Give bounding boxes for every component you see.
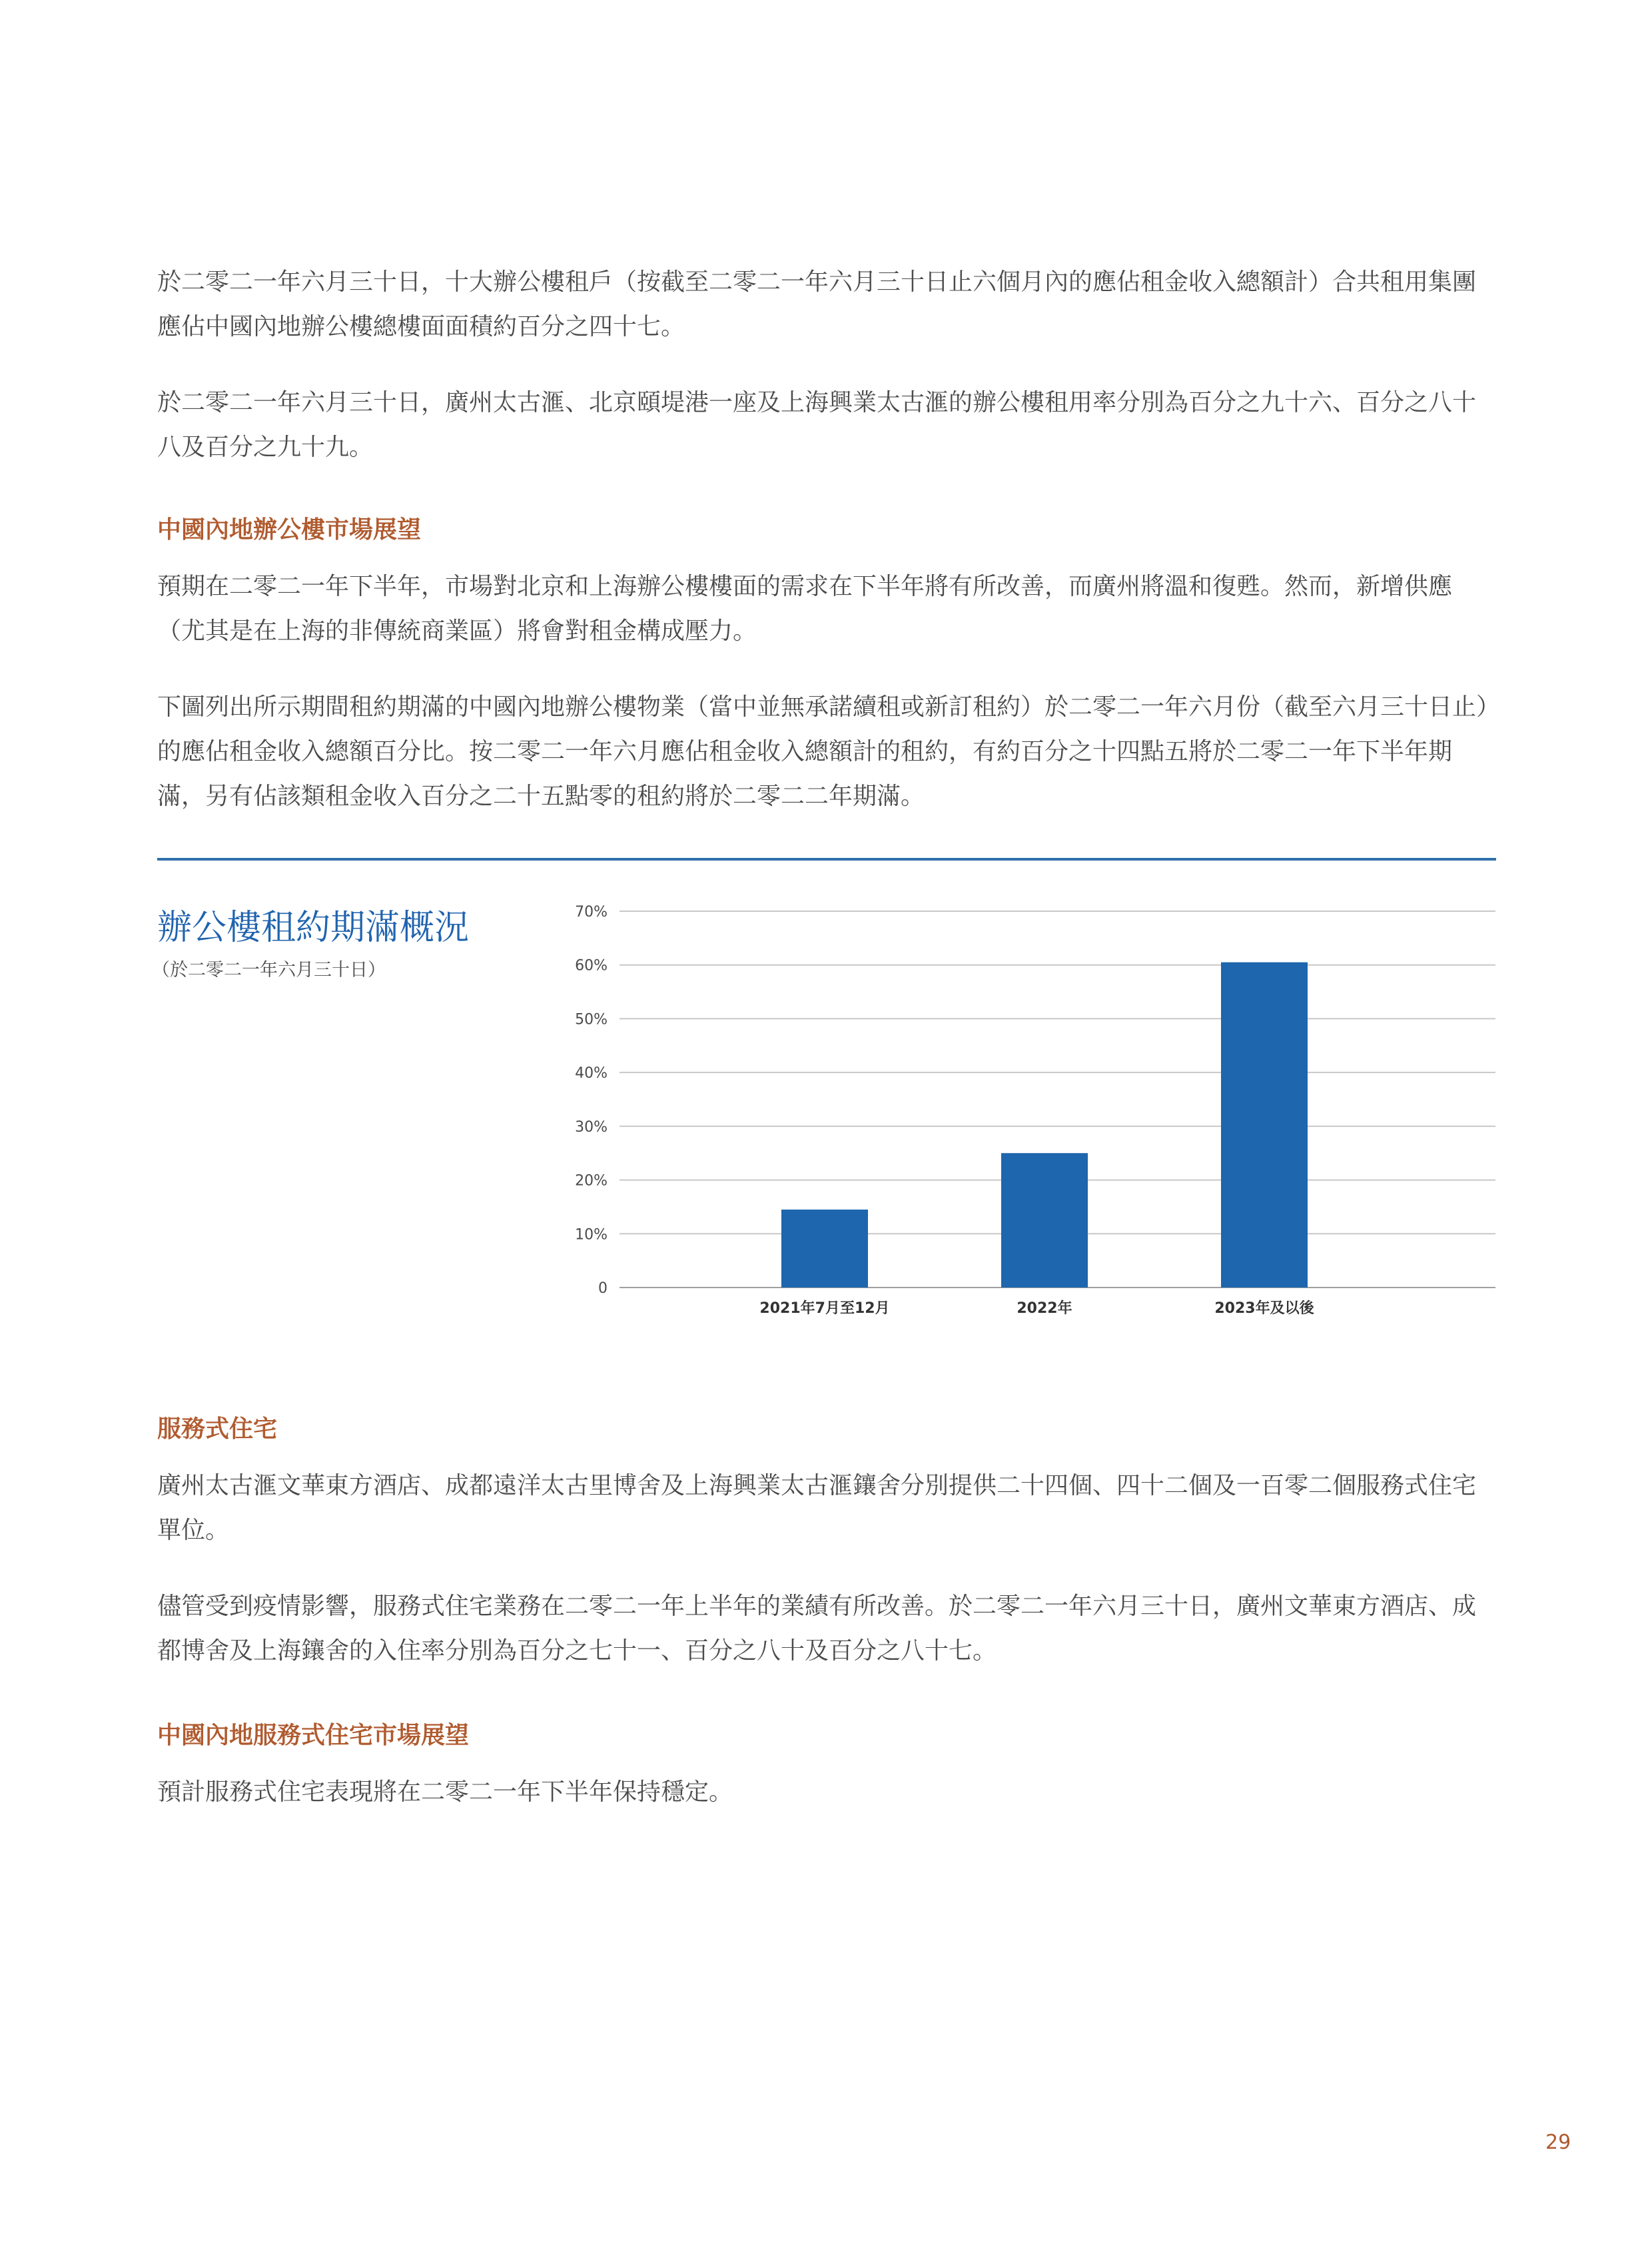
y-tick-label: 0	[598, 1280, 608, 1297]
x-category-label: 2022年	[1017, 1300, 1072, 1317]
page-number: 29	[1545, 2131, 1571, 2154]
y-tick-label: 30%	[575, 1118, 608, 1136]
paragraph-office-outlook: 預期在二零二一年下半年，市場對北京和上海辦公樓樓面的需求在下半年將有所改善，而廣州將溫和復甦。然而，新增供應（尤其是在上海的非傳統商業區）將會對租金構成壓力。	[157, 573, 1453, 645]
chart-title: 辦公樓租約期滿概況	[157, 908, 470, 948]
heading-office-outlook: 中國內地辦公樓市場展望	[157, 516, 422, 544]
y-tick-label: 20%	[575, 1172, 608, 1190]
y-tick-label: 10%	[575, 1226, 608, 1244]
x-category-label: 2021年7月至12月	[759, 1300, 890, 1317]
y-tick-label: 70%	[575, 904, 608, 921]
paragraph-occupancy: 於二零二一年六月三十日，廣州太古滙、北京頤堤港一座及上海興業太古滙的辦公樓租用率分別為百分之九十六、百分之八十八及百分之九十九。	[157, 389, 1477, 461]
bar	[781, 1210, 868, 1288]
paragraph-serviced-performance: 儘管受到疫情影響，服務式住宅業務在二零二一年上半年的業績有所改善。於二零二一年六月三十日，廣州文華東方酒店、成都博舍及上海鑲舍的入住率分別為百分之七十一、百分之八十及百分之八十七。	[157, 1593, 1477, 1665]
bar	[1221, 962, 1308, 1288]
x-category-label: 2023年及以後	[1214, 1300, 1314, 1317]
paragraph-top-tenants: 於二零二一年六月三十日，十大辦公樓租戶（按截至二零二一年六月三十日止六個月內的應佔租金收入總額計）合共租用集團應佔中國內地辦公樓總樓面面積約百分之四十七。	[157, 268, 1477, 340]
chart-subtitle: （於二零二一年六月三十日）	[152, 960, 386, 980]
paragraph-serviced-outlook: 預計服務式住宅表現將在二零二一年下半年保持穩定。	[157, 1778, 733, 1806]
y-tick-label: 60%	[575, 957, 608, 974]
y-tick-label: 50%	[575, 1011, 608, 1028]
heading-serviced-outlook: 中國內地服務式住宅市場展望	[157, 1722, 470, 1749]
heading-serviced-residences: 服務式住宅	[157, 1415, 278, 1443]
paragraph-lease-expiry: 下圖列出所示期間租約期滿的中國內地辦公樓物業（當中並無承諾續租或新訂租約）於二零二一年六月份（截至六月三十日止）的應佔租金收入總額百分比。按二零二一年六月應佔租金收入總額計的租約，有約百分之十四點五將於二零二一年下半年期滿，另有佔該類租金收入百分之二十五點零的租約將於二零二二年期滿。	[157, 693, 1489, 810]
bar	[1001, 1153, 1088, 1288]
y-tick-label: 40%	[575, 1065, 608, 1082]
paragraph-serviced-units: 廣州太古滙文華東方酒店、成都遠洋太古里博舍及上海興業太古滙鑲舍分別提供二十四個、四十二個及一百零二個服務式住宅單位。	[157, 1472, 1477, 1544]
section-divider	[157, 858, 1496, 861]
lease-expiry-bar-chart	[560, 893, 1499, 1332]
